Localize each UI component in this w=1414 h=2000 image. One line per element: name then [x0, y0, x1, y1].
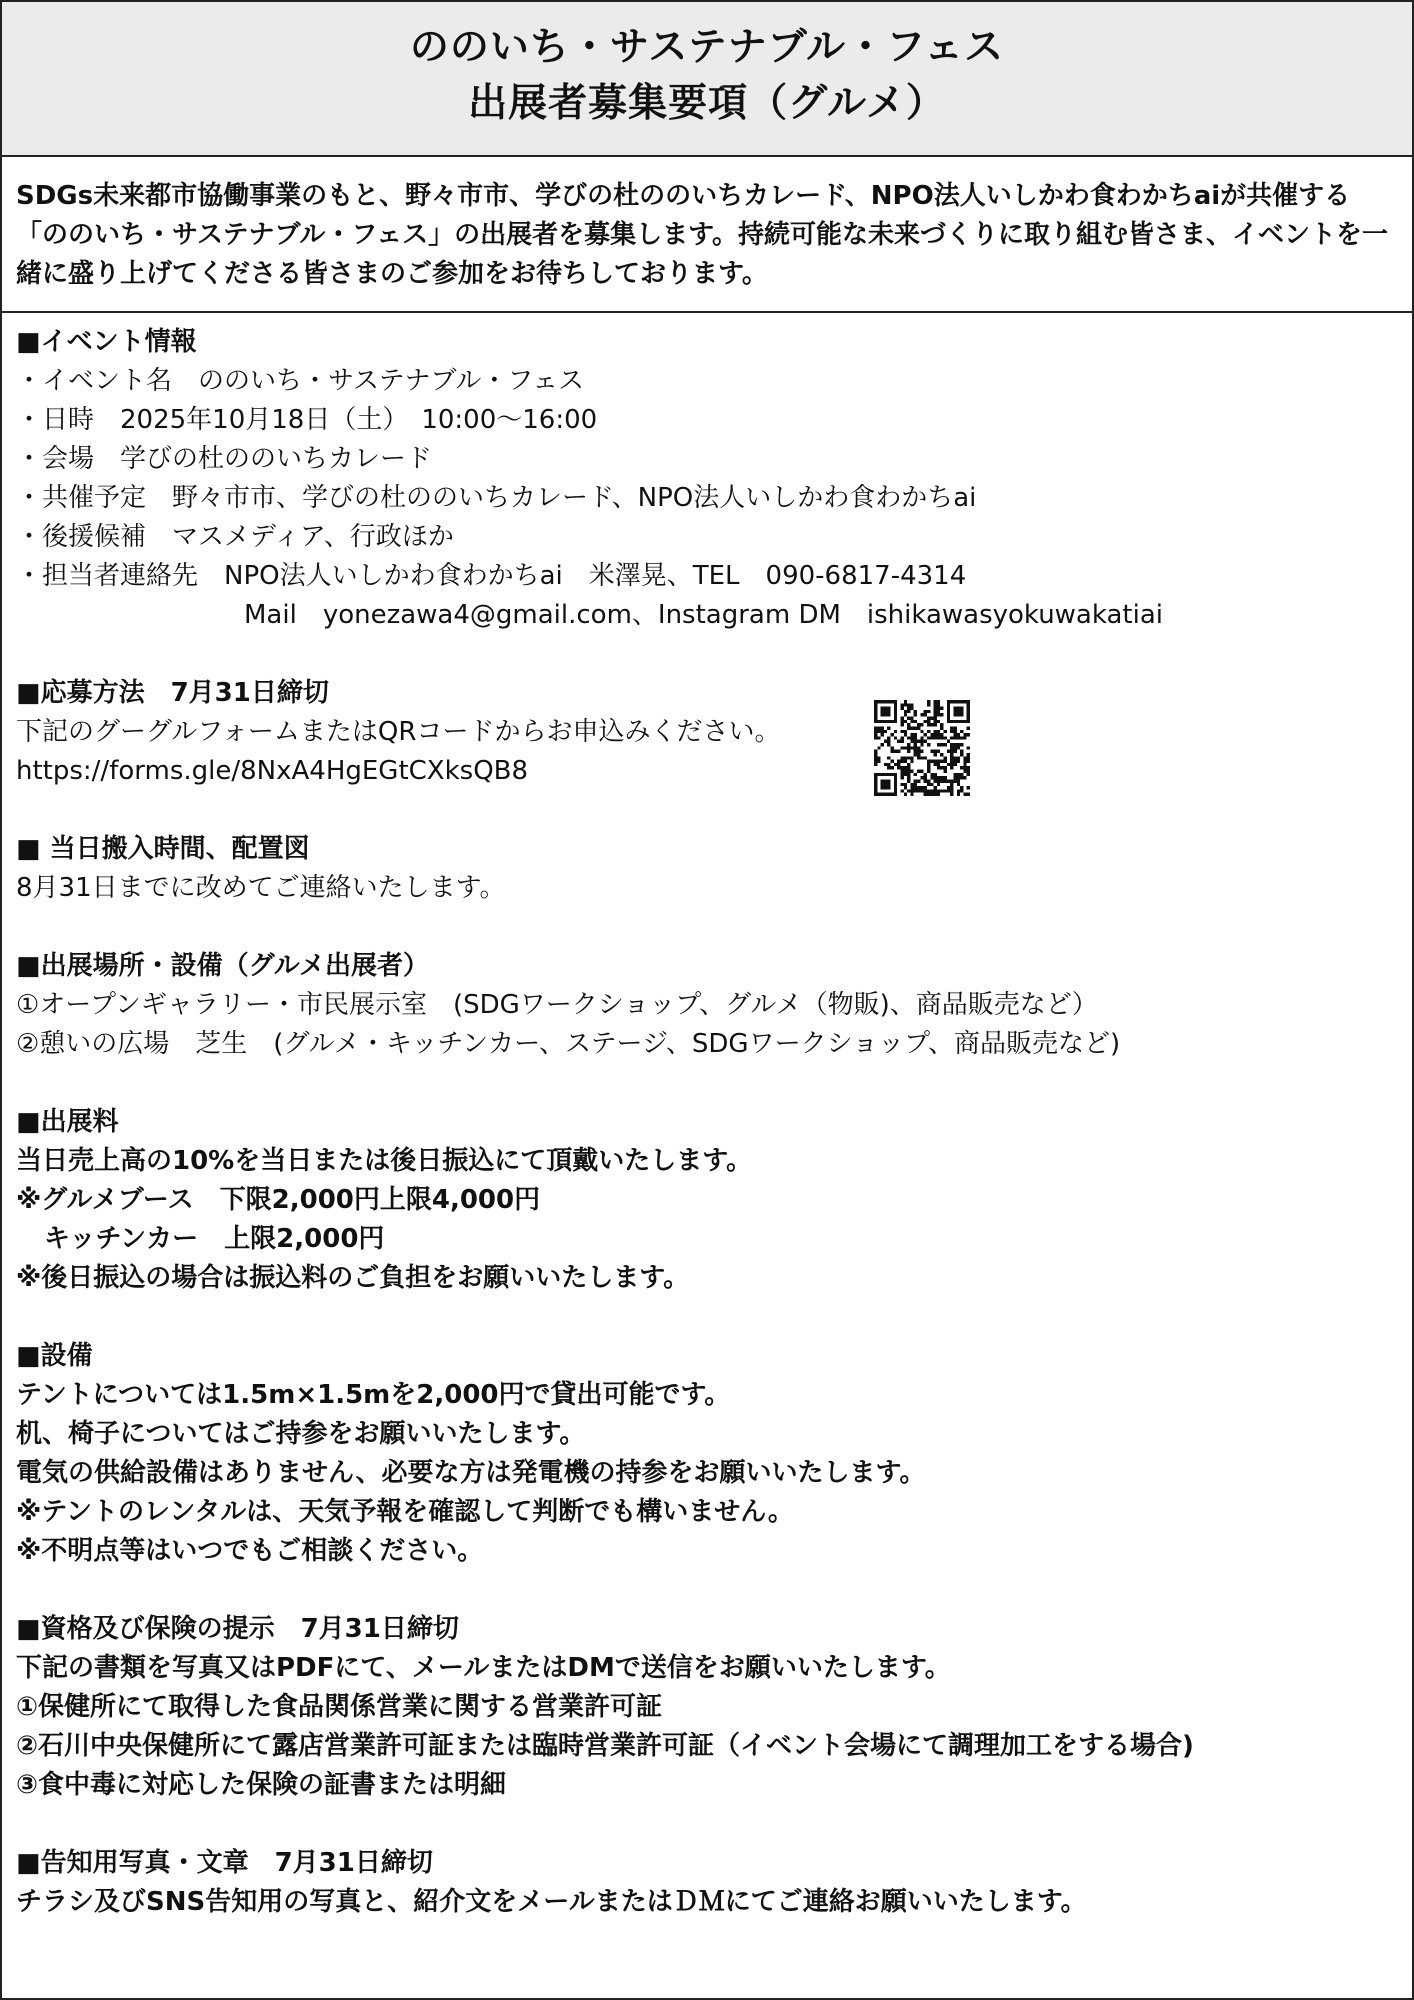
page-subtitle: 出展者募集要項（グルメ） [468, 81, 946, 126]
details-section [2, 313, 1412, 1922]
intro-paragraph: SDGs未来都市協働事業のもと、野々市市、学びの杜ののいちカレード、NPO法人いしかわ食わかちaiが共催する「ののいち・サステナブル・フェス」の出展者を募集します。持続可能な未来づくりに取り組む皆さま、イベントを一緒に盛り上げてくださる皆さまのご参加をお待ちしております。 [2, 157, 1412, 313]
arrival-heading: ■ 当日搬入時間、配置図 [16, 834, 310, 864]
license-line-2: ①保健所にて取得した食品関係営業に関する営業許可証 [16, 1692, 663, 1722]
equipment-line-1: テントについては1.5m×1.5mを2,000円で貸出可能です。 [16, 1380, 731, 1410]
event-contact: ・担当者連絡先 NPO法人いしかわ食わかちai 米澤晃、TEL 090-6817-4314 [16, 561, 967, 591]
fee-line-3: キッチンカー 上限2,000円 [44, 1224, 385, 1254]
apply-heading: ■応募方法 7月31日締切 [16, 678, 329, 708]
equipment-line-3: 電気の供給設備はありません、必要な方は発電機の持参をお願いいたします。 [16, 1458, 926, 1488]
event-datetime: ・日時 2025年10月18日（土） 10:00〜16:00 [16, 405, 598, 435]
equipment-line-4: ※テントのレンタルは、天気予報を確認して判断でも構いません。 [16, 1497, 794, 1527]
location-item-2: ②憩いの広場 芝生 (グルメ・キッチンカー、ステージ、SDGワークショップ、商品販売など) [16, 1029, 1121, 1059]
event-venue: ・会場 学びの杜ののいちカレード [16, 444, 433, 474]
location-item-1: ①オープンギャラリー・市民展示室 (SDGワークショップ、グルメ（物販)、商品販売など） [16, 990, 1098, 1020]
apply-text: 下記のグーグルフォームまたはQRコードからお申込みください。 [16, 717, 781, 747]
fee-line-4: ※後日振込の場合は振込料のご負担をお願いいたします。 [16, 1263, 690, 1293]
promo-line-1: チラシ及びSNS告知用の写真と、紹介文をメールまたはＤＭにてご連絡お願いいたします。 [16, 1887, 1087, 1917]
event-name: ・イベント名 ののいち・サステナブル・フェス [16, 366, 585, 396]
equipment-heading: ■設備 [16, 1341, 93, 1371]
arrival-text: 8月31日までに改めてご連絡いたします。 [16, 873, 506, 903]
license-line-4: ③食中毒に対応した保険の証書または明細 [16, 1770, 507, 1800]
equipment-line-2: 机、椅子についてはご持参をお願いいたします。 [16, 1419, 586, 1449]
title-block [2, 2, 1412, 157]
event-cohost: ・共催予定 野々市市、学びの杜ののいちカレード、NPO法人いしかわ食わかちai [16, 483, 977, 513]
license-line-3: ②石川中央保健所にて露店営業許可証または臨時営業許可証（イベント会場にて調理加工をする場合) [16, 1731, 1194, 1761]
fee-line-2: ※グルメブース 下限2,000円上限4,000円 [16, 1185, 541, 1215]
fee-line-1: 当日売上高の10%を当日または後日振込にて頂戴いたします。 [16, 1146, 753, 1176]
location-heading: ■出展場所・設備（グルメ出展者） [16, 951, 430, 981]
license-heading: ■資格及び保険の提示 7月31日締切 [16, 1614, 459, 1644]
promo-heading: ■告知用写真・文章 7月31日締切 [16, 1848, 433, 1878]
event-contact-mail: Mail yonezawa4@gmail.com、Instagram DM ishikawasyokuwakatiai [244, 600, 1163, 630]
page-title: ののいち・サステナブル・フェス [409, 25, 1005, 70]
qr-code-graphic [874, 700, 970, 796]
equipment-line-5: ※不明点等はいつでもご相談ください。 [16, 1536, 484, 1566]
event-info-heading: ■イベント情報 [16, 327, 197, 357]
apply-url-link[interactable]: https://forms.gle/8NxA4HgEGtCXksQB8 [16, 756, 529, 786]
qr-code-icon[interactable] [874, 700, 970, 796]
event-support: ・後援候補 マスメディア、行政ほか [16, 522, 454, 552]
license-line-1: 下記の書類を写真又はPDFにて、メールまたはDMで送信をお願いいたします。 [16, 1653, 951, 1683]
fee-heading: ■出展料 [16, 1107, 119, 1137]
